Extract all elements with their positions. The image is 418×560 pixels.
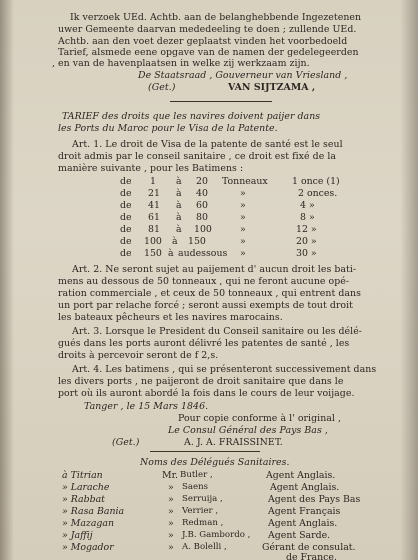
tariff-de: de [120,236,132,247]
delegate-title: » [168,530,174,541]
delegate-title: » [168,518,174,529]
signature-prefix: (Get.) [148,82,176,93]
section-divider [150,451,260,452]
header-line: Achtb. aan den voet dezer geplaatst vinden het voorbedoeld [58,36,348,47]
page-edge-shadow [0,0,14,560]
tariff-a: à [176,188,182,199]
tariff-unit: » [240,224,246,235]
tariff-unit: » [240,188,246,199]
art4-line: Art. 4. Les batimens , qui se présenteront successivement dans [72,364,377,375]
tariff-de: de [120,212,132,223]
art2-line: mens au dessous de 50 tonneaux , qui ne feront aucune opé- [58,276,350,287]
tariff-from: 81 [148,224,160,235]
art3-line: gués dans les ports auront délivré les patentes de santé , les [58,338,350,349]
authority-line: De Staatsraad , Gouverneur van Vriesland , [138,70,348,81]
delegate-role: Agent Anglais. [266,470,336,481]
tariff-de: de [120,224,132,235]
delegate-title: » [168,482,174,493]
tariff-rate: 4 » [300,200,315,211]
tariff-de: de [120,176,132,187]
art2-line: Art. 2. Ne seront sujet au paijement d' aucun droit les bati- [72,264,357,275]
delegate-port: » Jaffij [62,530,93,541]
delegate-role: Gérant de consulat. [262,542,356,553]
tariff-unit: » [240,236,246,247]
tariff-to: 60 [196,200,208,211]
tariff-rate: 1 once (1) [292,176,340,187]
section-divider [170,101,272,102]
page-gutter-shadow [400,0,418,560]
art4-line: port où ils auront abordé la fois dans le cours de leur voijage. [58,388,355,399]
art1-line: droit admis par le conseil sanitaire , ce droit est fixé de la [58,151,337,162]
delegate-port: » Larache [62,482,110,493]
closing-line1: Pour copie conforme à l' original , [178,413,342,424]
tariff-from: 61 [148,212,160,223]
art2-line: ration commerciale , et ceux de 50 tonneaux , qui entrent dans [58,288,361,299]
delegate-name: Butler , [180,470,213,480]
delegate-title: » [168,542,174,553]
delegate-port: » Mogador [62,542,114,553]
delegate-title: » [168,494,174,505]
delegate-name: Redman , [182,518,224,528]
tariff-to: 20 [196,176,208,187]
art1-line: manière suivante , pour les Batimens : [58,163,244,174]
header-line: Ik verzoek UEd. Achtb. aan de belanghebbende Ingezetenen [70,12,362,23]
date-line: Tanger , le 15 Mars 1846. [84,401,209,412]
header-line: , en van de havenplaatsen in welke zij werkzaam zijn. [52,58,310,69]
art2-line: les bateaux pêcheurs et les navires marocains. [58,312,283,323]
tariff-from: 21 [148,188,160,199]
delegate-name: Saens [182,482,209,492]
tariff-to: audessous [178,248,228,259]
tariff-a: à [176,224,182,235]
closing-sign-prefix: (Get.) [112,437,140,448]
delegate-role: Agent Anglais. [268,518,338,529]
closing-line2: Le Consul Général des Pays Bas , [168,425,328,436]
signatory-name: VAN SIJTZAMA , [228,82,316,93]
tariff-title-line2: les Ports du Maroc pour le Visa de la Patente. [58,123,278,134]
art3-line: Art. 3. Lorsque le President du Conseil sanitaire ou les délé- [72,326,363,337]
tariff-de: de [120,200,132,211]
tariff-rate: 30 » [296,248,317,259]
tariff-to: 80 [196,212,208,223]
tariff-to: 150 [188,236,206,247]
tariff-rate: 8 » [300,212,315,223]
tariff-to: 100 [194,224,212,235]
delegate-role: Agent des Pays Bas [268,494,361,505]
tariff-a: à [176,212,182,223]
tariff-rate: 2 onces. [298,188,338,199]
tariff-unit: » [240,212,246,223]
art3-line: droits à percevoir seront de f 2,s. [58,350,219,361]
delegate-name: Verrier , [182,506,219,516]
tariff-a: à [168,248,174,259]
tariff-de: de [120,188,132,199]
delegate-name: A. Bolelli , [182,542,227,552]
delegate-role: Agent Français [268,506,341,517]
delegate-title: Mr. [162,470,179,481]
tariff-to: 40 [196,188,208,199]
tariff-from: 41 [148,200,160,211]
header-line: uwer Gemeente daarvan mededeeling te doen ; zullende UEd. [58,24,357,35]
delegate-port: » Rabbat [62,494,105,505]
delegate-port: » Mazagan [62,518,115,529]
tariff-rate: 20 » [296,236,317,247]
tariff-unit: » [240,248,246,259]
art2-line: un port par relache forcé ; seront aussi exempts de tout droit [58,300,353,311]
tariff-unit: Tonneaux [222,176,268,187]
delegate-port: à Titrian [62,470,103,481]
art1-line: Art. 1. Le droit de Visa de la patente de santé est le seul [72,139,343,150]
delegate-name: J.B. Gambordo , [182,530,251,540]
tariff-a: à [176,176,182,187]
delegate-name: Serruija , [182,494,223,504]
header-line: Tarief, alsmede eene opgave van de namen der gedelegeerden [58,47,359,58]
tariff-a: à [176,200,182,211]
tariff-title-line1: TARIEF des droits que les navires doivent paijer dans [62,111,321,122]
tariff-from: 1 [150,176,156,187]
tariff-from: 150 [144,248,162,259]
delegate-role: Agent Anglais. [270,482,340,493]
delegate-role-continuation: de France. [286,552,337,560]
tariff-from: 100 [144,236,162,247]
delegate-role: Agent Sarde. [268,530,331,541]
tariff-unit: » [240,200,246,211]
art4-line: les divers ports , ne paijeront de droit sanitaire que dans le [58,376,344,387]
delegate-port: » Rasa Bania [62,506,125,517]
delegates-title: Noms des Délégués Sanitaires. [140,457,290,468]
tariff-de: de [120,248,132,259]
delegate-title: » [168,506,174,517]
tariff-a: à [172,236,178,247]
tariff-rate: 12 » [296,224,317,235]
closing-signatory: A. J. A. FRAISSINET. [184,437,283,448]
